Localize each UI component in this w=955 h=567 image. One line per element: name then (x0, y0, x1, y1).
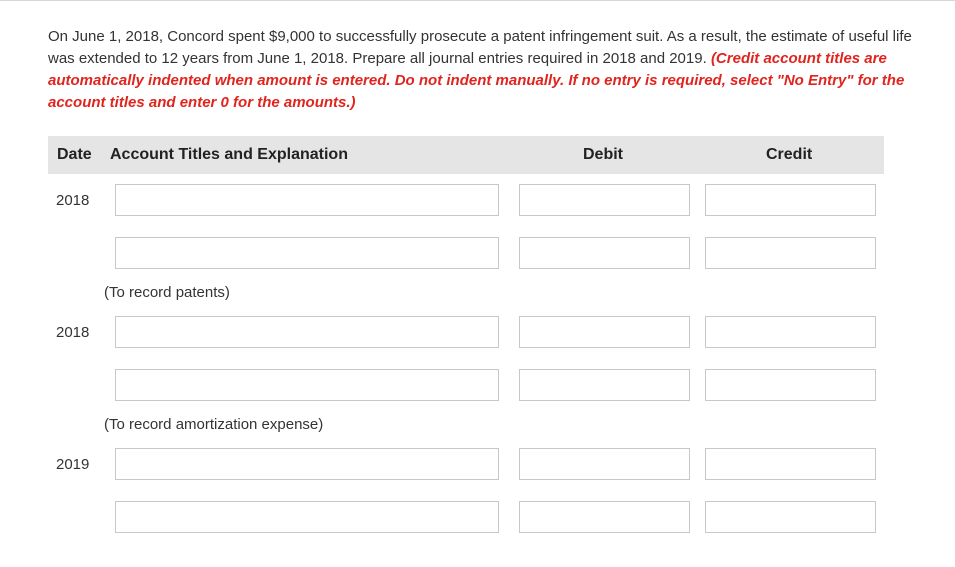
problem-instructions: (Credit account titles are automatically indented when amount is entered. Do not indent manually. If no entry is required, select "No Entry" for the account titles and enter 0 for the amounts.) (48, 50, 905, 111)
journal-row (0, 316, 955, 350)
account-title-input[interactable] (115, 184, 499, 216)
debit-input[interactable] (519, 501, 690, 533)
credit-input[interactable] (705, 501, 876, 533)
entry-explanation: (To record patents) (104, 284, 230, 301)
credit-input[interactable] (705, 237, 876, 269)
journal-row (0, 184, 955, 218)
debit-input[interactable] (519, 184, 690, 216)
debit-input[interactable] (519, 369, 690, 401)
problem-statement (48, 26, 928, 114)
account-title-input[interactable] (115, 316, 499, 348)
entry-date: 2018 (56, 192, 90, 209)
account-title-input[interactable] (115, 501, 499, 533)
table-header (48, 136, 884, 174)
header-account-titles: Account Titles and Explanation (110, 146, 348, 163)
debit-input[interactable] (519, 316, 690, 348)
header-credit: Credit (766, 146, 813, 163)
account-title-input[interactable] (115, 448, 499, 480)
credit-input[interactable] (705, 184, 876, 216)
credit-input[interactable] (705, 369, 876, 401)
journal-row (0, 237, 955, 271)
debit-input[interactable] (519, 448, 690, 480)
problem-text: On June 1, 2018, Concord spent $9,000 to successfully prosecute a patent infringement suit. As a result, the estimate of useful life was extended to 12 years from June 1, 2018. Prepare all journal entries required in 2018 and 2019. (48, 28, 912, 67)
journal-row (0, 448, 955, 482)
header-date: Date (57, 146, 92, 163)
entry-date: 2019 (56, 456, 90, 473)
credit-input[interactable] (705, 316, 876, 348)
account-title-input[interactable] (115, 237, 499, 269)
header-debit: Debit (583, 146, 623, 163)
entry-date: 2018 (56, 324, 90, 341)
debit-input[interactable] (519, 237, 690, 269)
credit-input[interactable] (705, 448, 876, 480)
account-title-input[interactable] (115, 369, 499, 401)
journal-row (0, 369, 955, 403)
journal-row (0, 501, 955, 535)
entry-explanation: (To record amortization expense) (104, 416, 324, 433)
